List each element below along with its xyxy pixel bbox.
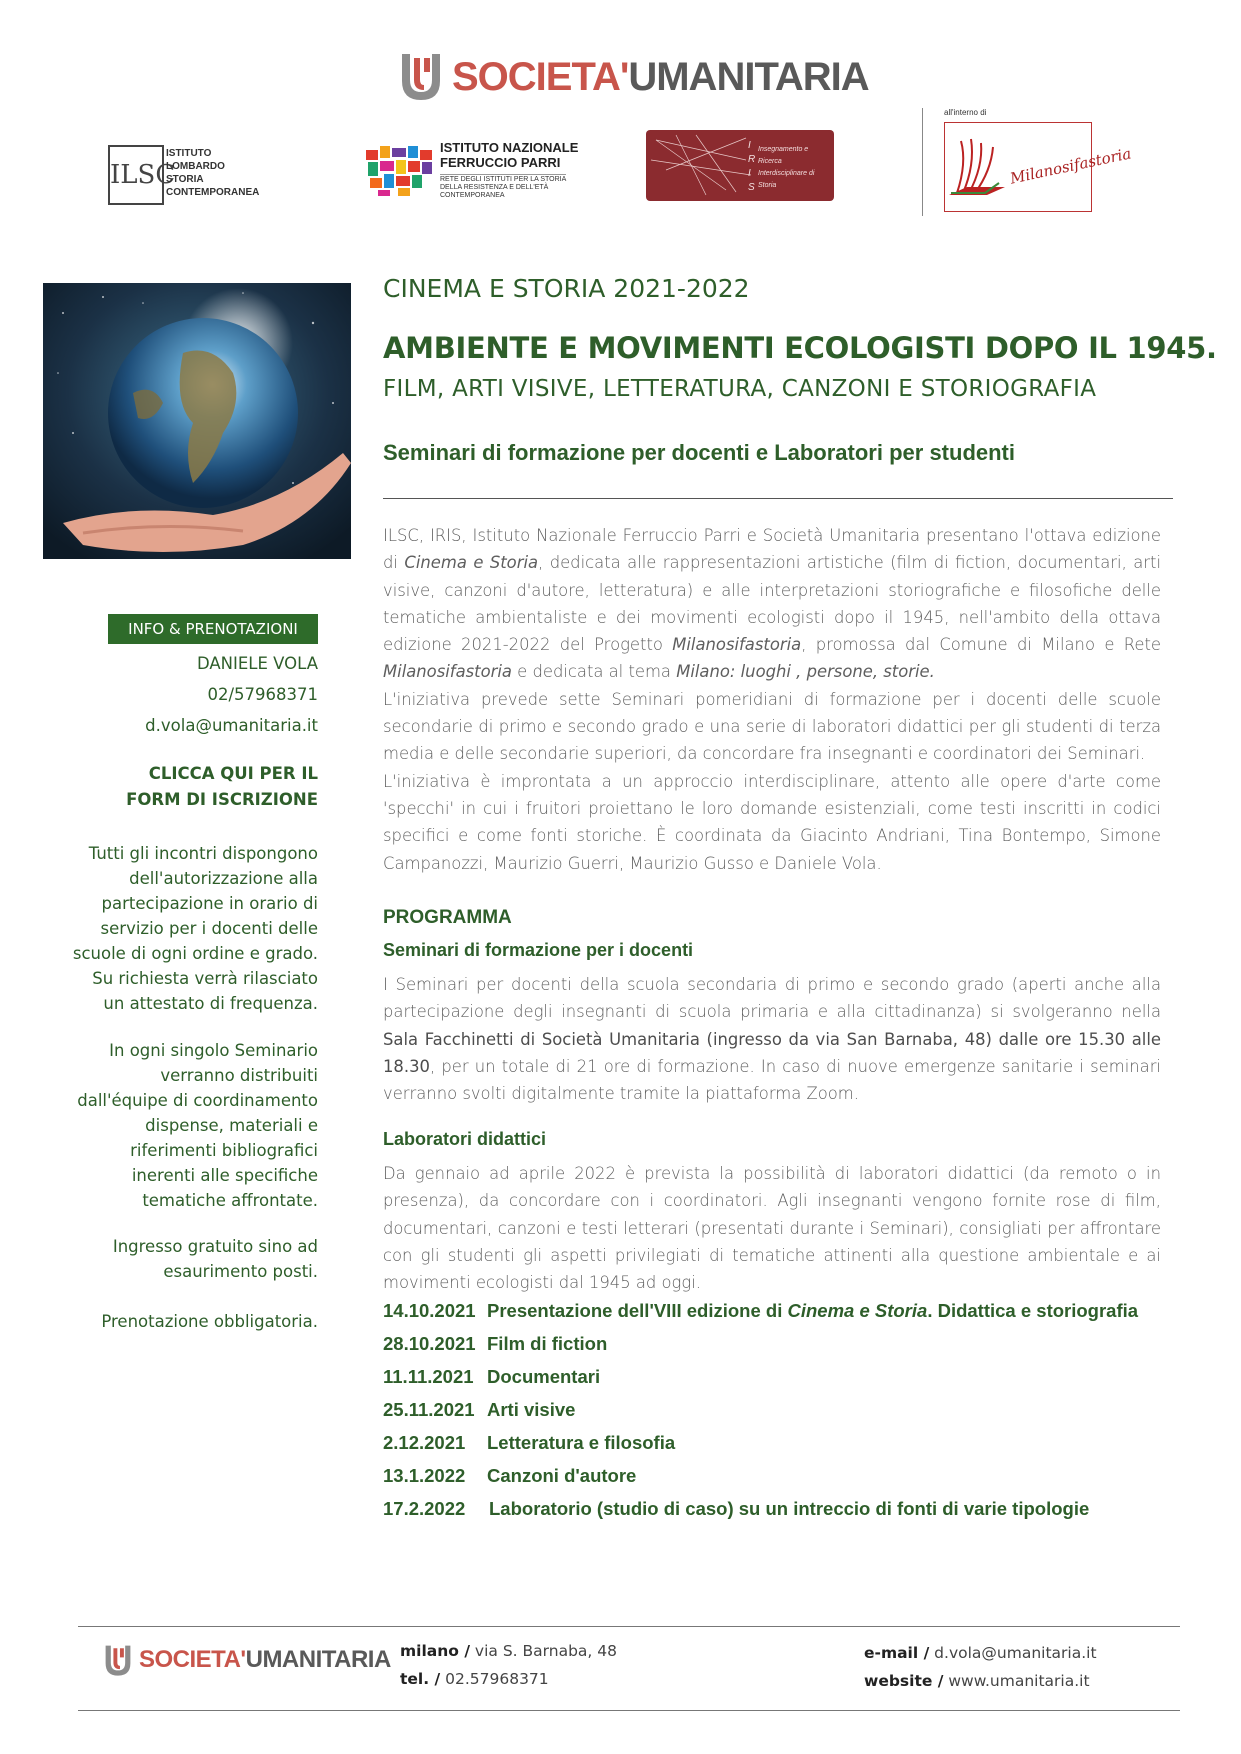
seminars-text: I Seminari per docenti della scuola secondaria di primo e secondo grado (aperti anche alla partecipazione degli insegnanti di scuola primaria e alla cittadinanza) si svolgeranno nella Sala Facchinetti di Società Umanitaria (ingresso da via San Barnaba, 48) dalle ore 15.30 alle 18.30, per un totale di 21 ore di formazione. In caso di nuove emergenze sanitarie i seminari verranno svolti digitalmente tramite la piattaforma Zoom. [383,975,1161,1104]
contact-name: DANIELE VOLA [196,654,318,673]
parri-mosaic-icon [364,144,434,198]
earth-in-hand-image [43,283,351,559]
milano-caption: all'interno di [944,108,987,117]
footer-website-link[interactable]: website / www.umanitaria.it [864,1672,1090,1690]
registration-form-link[interactable]: CLICCA QUI PER IL [148,764,318,783]
footer-logo-umanitaria: UMANITARIA [245,1646,391,1673]
schedule-item: 25.11.2021 Arti visive [383,1399,576,1420]
iris-logo [646,130,834,201]
tagline: Seminari di formazione per docenti e Laboratori per studenti [383,440,1015,465]
contact-email-link[interactable]: d.vola@umanitaria.it [145,716,318,735]
svg-text:I: I [748,168,751,179]
footer-email-link[interactable]: e-mail / d.vola@umanitaria.it [864,1644,1097,1662]
svg-text:I: I [748,140,751,151]
parri-title: ISTITUTO NAZIONALE FERRUCCIO PARRI [440,140,579,170]
iris-lines-icon [646,130,756,201]
milanosifastoria-logo [922,108,1133,216]
registration-form-link[interactable]: FORM DI ISCRIZIONE [126,790,318,809]
info-badge: INFO & PRENOTAZIONI [108,614,318,644]
footer-address: milano / via S. Barnaba, 48 [400,1642,617,1660]
divider [922,108,923,216]
book-pages-icon [947,133,1007,203]
logo-text-umanitaria: UMANITARIA [628,55,869,99]
schedule-item: 11.11.2021 Documentari [383,1366,601,1387]
parri-subtitle: RETE DEGLI ISTITUTI PER LA STORIA DELLA RESISTENZA E DELL'ETÀ CONTEMPORANEA [440,176,567,199]
footer-divider [78,1626,1180,1627]
booking-note: Prenotazione obbligatoria. [101,1312,318,1331]
footer-phone: tel. / 02.57968371 [400,1670,549,1688]
divider [383,498,1173,499]
free-entry-note: Ingresso gratuito sino ad esaurimento posti. [112,1237,318,1281]
ilsc-mark: ILSC [108,145,164,205]
schedule-item: 13.1.2022 Canzoni d'autore [383,1465,637,1486]
societa-umanitaria-logo [398,48,869,106]
schedule-item: 28.10.2021 Film di fiction [383,1333,608,1354]
contact-phone: 02/57968371 [207,685,318,704]
iris-acronym-icon [746,136,756,196]
milano-frame [944,122,1133,212]
materials-note: In ogni singolo Seminario verranno distribuiti dall'équipe di coordinamento dispense, materiali e riferimenti bibliografici inerenti alle specifiche tematiche affrontate. [77,1041,318,1210]
logo-text-societa: SOCIETA' [452,55,629,99]
authorization-note: Tutti gli incontri dispongono dell'autorizzazione alla partecipazione in orario di servizio per i docenti delle scuole di ogni ordine e grado. Su richiesta verrà rilasciato un attestato di frequenza. [72,844,318,1013]
svg-text:S: S [748,182,755,193]
footer-divider [78,1710,1180,1711]
seminars-heading: Seminari di formazione per i docenti [383,940,694,960]
labs-text: Da gennaio ad aprile 2022 è prevista la possibilità di laboratori didattici (da remoto o in presenza), da concordare con i coordinatori. Agli insegnanti vengono fornite rose di film, documentari, canzoni e testi letterari (presentati durante i Seminari), consigliati per affrontare con gli studenti gli aspetti privilegiati di tematiche attinenti alla questione ambientale e ai movimenti ecologisti dal 1945 ad oggi. [383,1164,1161,1293]
umanitaria-mark-icon [103,1643,133,1677]
footer-logo-societa: SOCIETA' [139,1646,246,1673]
footer-logo [103,1640,391,1680]
sub-title: FILM, ARTI VISIVE, LETTERATURA, CANZONI E STORIOGRAFIA [383,376,1097,402]
milano-script: Milanosifastoria [1008,144,1133,188]
schedule-item: 2.12.2021 Letteratura e filosofia [383,1432,676,1453]
series-title: CINEMA E STORIA 2021-2022 [383,274,750,303]
svg-text:R: R [748,154,756,165]
umanitaria-mark-icon [398,50,444,102]
schedule-item: 14.10.2021 Presentazione dell'VIII edizione di Cinema e Storia. Didattica e storiografia [383,1300,1139,1321]
ilsc-name: ISTITUTO LOMBARDO STORIA CONTEMPORANEA [166,148,260,198]
program-heading: PROGRAMMA [383,907,512,928]
intro-text: ILSC, IRIS, Istituto Nazionale Ferruccio Parri e Società Umanitaria presentano l'ottava edizione di Cinema e Storia, dedicata alle rappresentazioni artistiche (film di fiction, documentari, arti visive, canzoni d'autore, letteratura) e alle interpretazioni storiografiche e filosofiche delle tematiche ambientaliste e dei movimenti ecologisti dopo il 1945, nell'ambito della ottava edizione 2021-2022 del Progetto Milanosifastoria, promossa dal Comune di Milano e Rete Milanosifastoria e dedicata al tema Milano: luoghi , persone, storie. L'iniziativa prevede sette Seminari pomeridiani di formazione per i docenti delle scuole secondarie di primo e secondo grado e una serie di laboratori didattici per gli studenti di terza media e delle secondarie superiori, da concordare fra insegnanti e coordinatori dei Seminari. L'iniziativa è improntata a un approccio interdisciplinare, attento alle opere d'arte come 'specchi' in cui i fruitori proiettano le loro domande esistenziali, come testi inscritti in codici specifici e come fonti storiche. È coordinata da Giacinto Andriani, Tina Bontempo, Simone Campanozzi, Maurizio Guerri, Maurizio Gusso e Daniele Vola. [383,526,1161,873]
main-title: AMBIENTE E MOVIMENTI ECOLOGISTI DOPO IL 1945. [383,331,1217,365]
labs-heading: Laboratori didattici [383,1129,547,1149]
iris-name: Insegnamento e Ricerca Interdisciplinare di Storia [758,146,815,189]
ilsc-logo [108,143,278,205]
parri-logo [364,140,580,202]
schedule-item: 17.2.2022 Laboratorio (studio di caso) su un intreccio di fonti di varie tipologie [383,1498,1090,1519]
